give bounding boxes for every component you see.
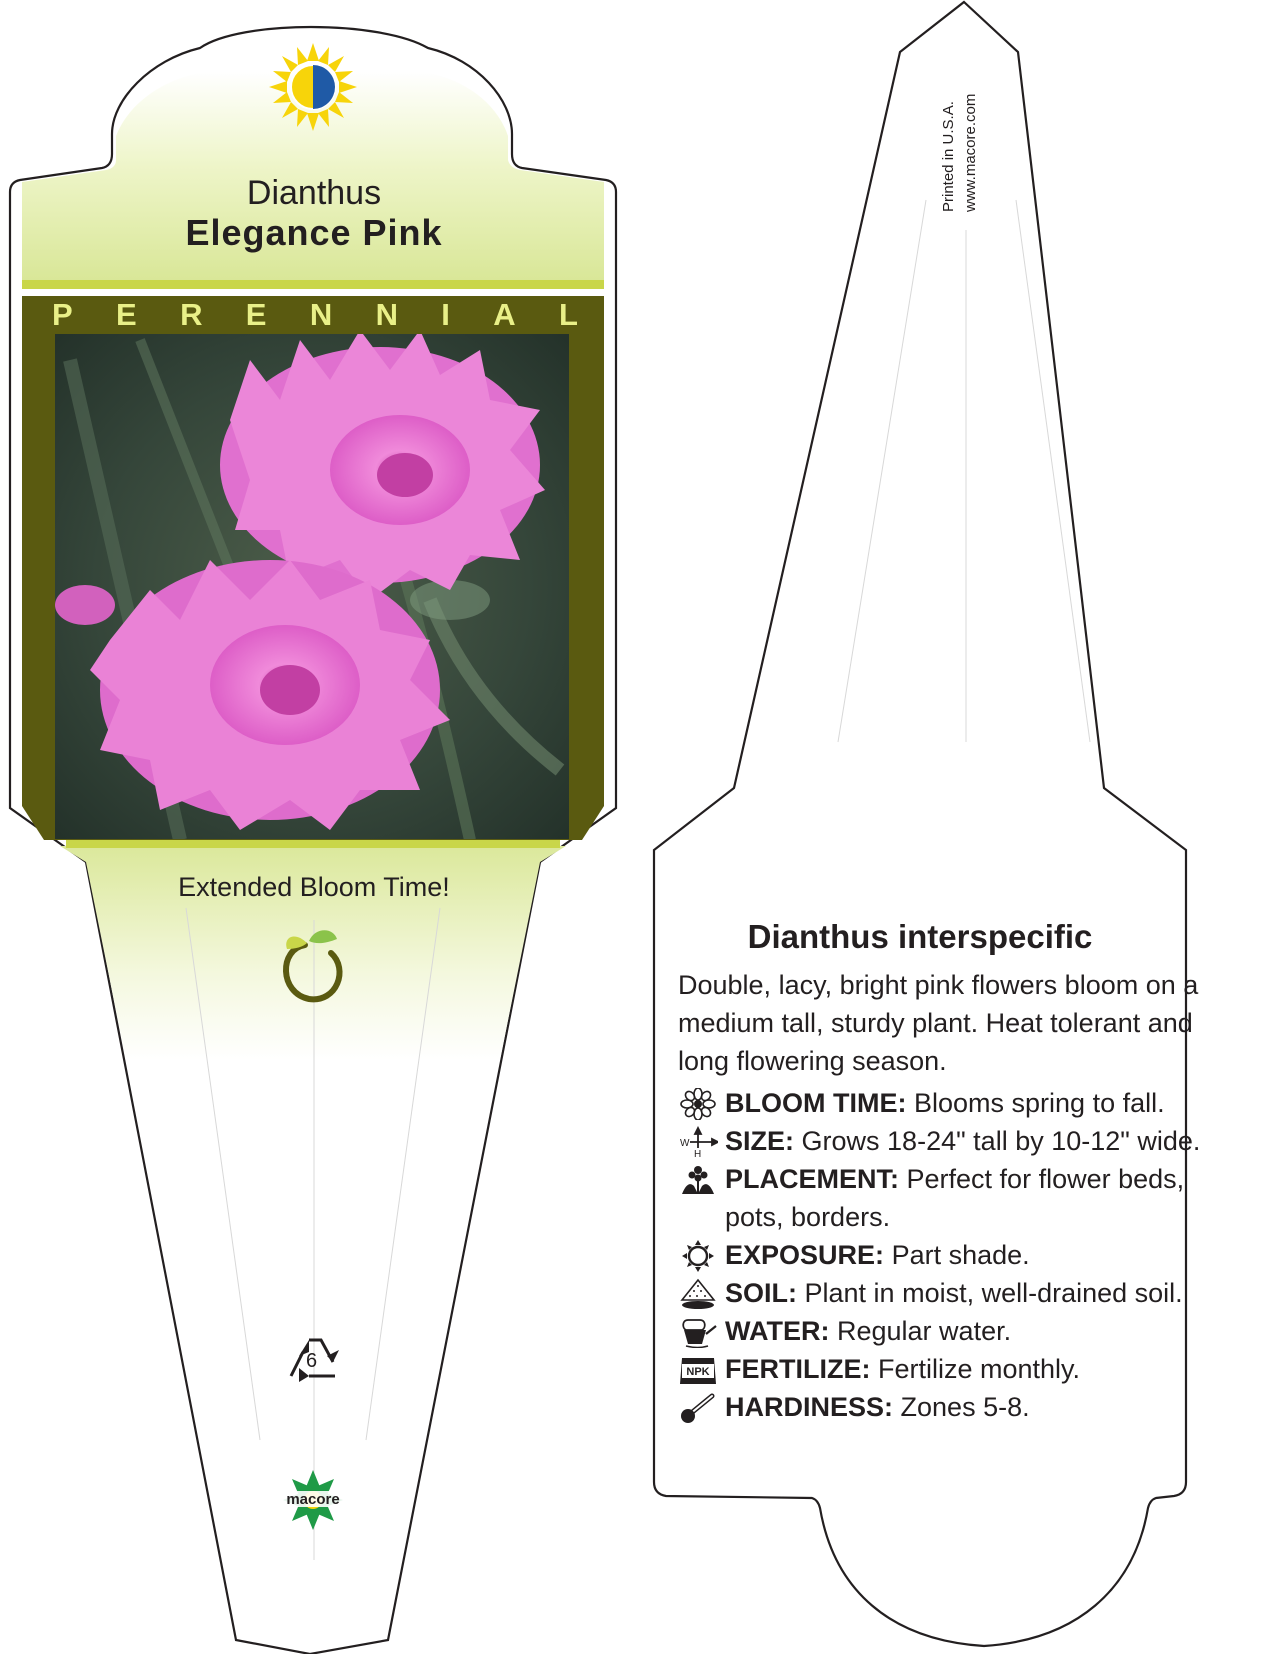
attr-bloom-time [678, 1084, 1238, 1122]
attr-value: Grows 18-24" tall by 10-12" wide. [801, 1126, 1201, 1156]
category-letter: A [493, 297, 516, 332]
plant-description: Double, lacy, bright pink flowers bloom on a medium tall, sturdy plant. Heat tolerant and long flowering season. [678, 970, 1199, 1076]
soil-icon [678, 1278, 718, 1310]
placement-icon [678, 1164, 718, 1196]
attr-hardiness [678, 1388, 1238, 1426]
category-letter: N [375, 297, 398, 332]
attr-value: Zones 5-8. [900, 1392, 1030, 1422]
attr-label: WATER: [725, 1316, 830, 1346]
attr-exposure [678, 1236, 1238, 1274]
category-letter: R [180, 297, 203, 332]
size-icon-h-letter: H [694, 1149, 702, 1158]
category-letter: E [116, 297, 137, 332]
attr-value: Plant in moist, well-drained soil. [804, 1278, 1183, 1308]
attr-label: FERTILIZE: [725, 1354, 871, 1384]
size-icon-w-letter: W [680, 1138, 690, 1149]
attr-value: Regular water. [837, 1316, 1012, 1346]
website-label: www.macore.com [962, 93, 979, 212]
flower-photo [55, 330, 569, 840]
thermometer-icon [678, 1392, 718, 1424]
attr-value: Blooms spring to fall. [914, 1088, 1165, 1118]
attr-label: SOIL: [725, 1278, 797, 1308]
sun-outline-icon [678, 1240, 718, 1272]
category-letter: N [309, 297, 333, 332]
attr-soil [678, 1274, 1238, 1312]
npk-icon-text: NPK [686, 1366, 710, 1378]
printed-in-label: Printed in U.S.A. [940, 101, 957, 212]
attr-fertilize [678, 1350, 1238, 1388]
plant-genus: Dianthus [246, 174, 382, 212]
attr-water [678, 1312, 1238, 1350]
attr-size [678, 1122, 1238, 1160]
npk-bag-icon [678, 1354, 718, 1386]
attr-label: BLOOM TIME: [725, 1088, 907, 1118]
recycle-number: 6 [306, 1350, 318, 1372]
tagline: Extended Bloom Time! [178, 872, 450, 902]
watering-can-icon [678, 1316, 718, 1348]
size-arrows-icon [678, 1126, 718, 1158]
attr-label: SIZE: [725, 1126, 795, 1156]
part-sun-icon [269, 43, 357, 131]
flower-icon [678, 1088, 718, 1120]
category-letter: I [441, 297, 450, 332]
category-letter: P [52, 297, 73, 332]
attr-label: PLACEMENT: [725, 1164, 899, 1194]
attr-value: Fertilize monthly. [878, 1354, 1081, 1384]
attr-label: HARDINESS: [725, 1392, 894, 1422]
attr-value: Part shade. [891, 1240, 1030, 1270]
category-letter: L [559, 297, 578, 332]
botanical-name: Dianthus interspecific [747, 918, 1093, 955]
plant-cultivar: Elegance Pink [185, 212, 443, 253]
category-label [52, 297, 578, 333]
attr-label: EXPOSURE: [725, 1240, 885, 1270]
macore-logo-text: macore [286, 1491, 340, 1508]
attr-placement [678, 1160, 1238, 1236]
attr-value: Perfect for flower beds, pots, borders. [725, 1164, 1185, 1232]
category-letter: E [245, 297, 267, 332]
care-attributes [678, 1084, 1238, 1426]
